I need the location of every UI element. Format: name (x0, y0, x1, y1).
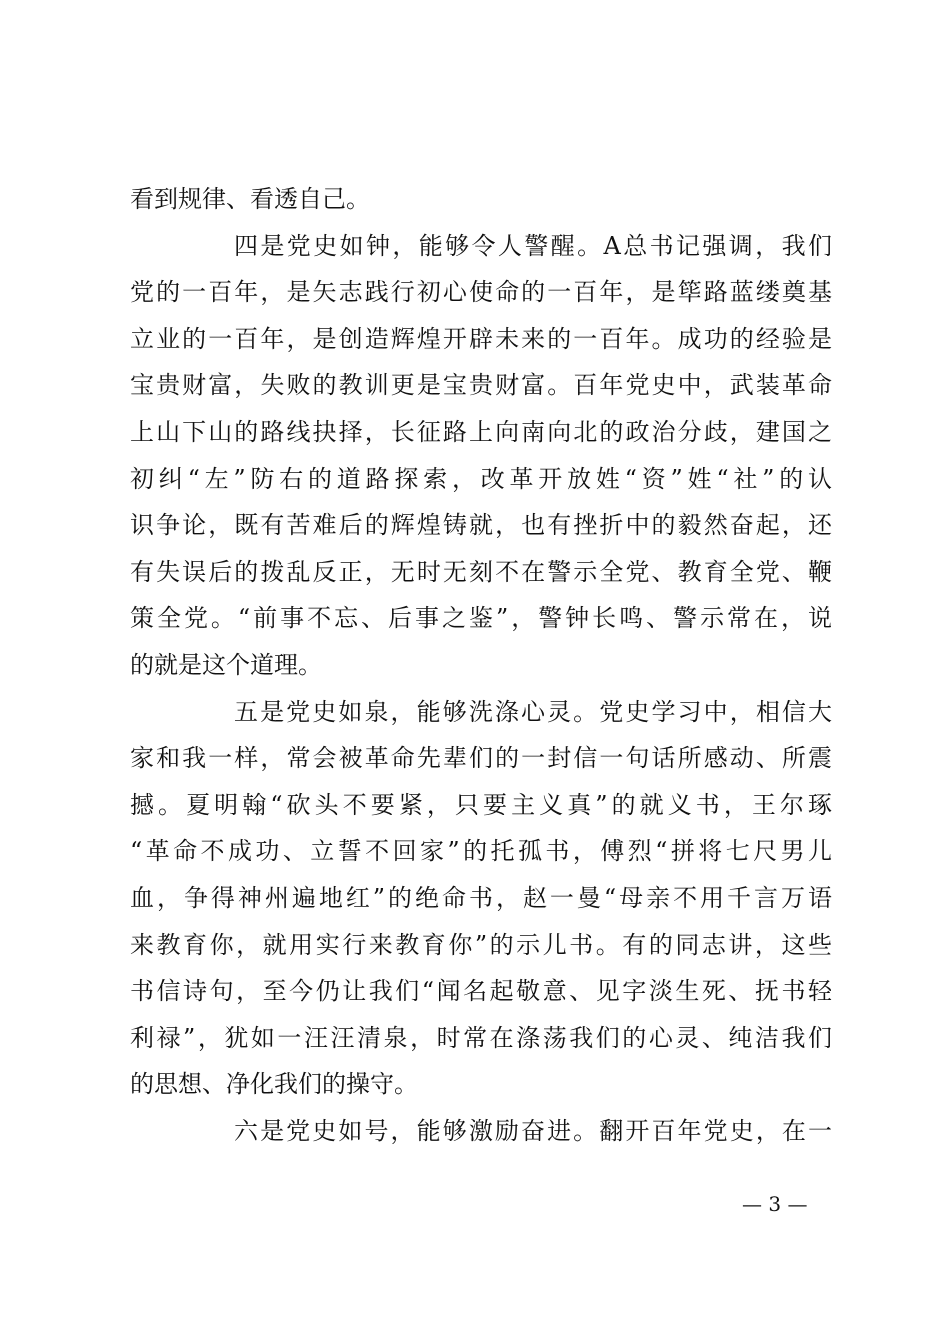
page-number: — 3 — (742, 1192, 808, 1216)
body-text (130, 176, 832, 1154)
text-line: 五是党史如泉，能够洗涤心灵。党史学习中，相信大 (234, 697, 832, 726)
text-line: 策全党。“前事不忘、后事之鉴”，警钟长鸣、警示常在，说 (130, 604, 832, 633)
text-line: 的就是这个道理。 (130, 650, 322, 679)
text-line: “革命不成功、立誓不回家”的托孤书，傅烈“拼将七尺男儿 (130, 837, 832, 866)
text-line: 来教育你，就用实行来教育你”的示儿书。有的同志讲，这些 (130, 930, 832, 959)
text-line: 立业的一百年，是创造辉煌开辟未来的一百年。成功的经验是 (130, 324, 832, 353)
text-line: 家和我一样，常会被革命先辈们的一封信一句话所感动、所震 (130, 744, 832, 773)
text-line: 血，争得神州遍地红”的绝命书，赵一曼“母亲不用千言万语 (130, 883, 832, 912)
text-line: 上山下山的路线抉择，长征路上向南向北的政治分歧，建国之 (130, 417, 832, 446)
text-line: 党的一百年，是矢志践行初心使命的一百年，是筚路蓝缕奠基 (130, 278, 832, 307)
text-line: 初纠“左”防右的道路探索，改革开放姓“资”姓“社”的认 (130, 464, 832, 493)
text-line: 的思想、净化我们的操守。 (130, 1070, 418, 1099)
text-line: 宝贵财富，失败的教训更是宝贵财富。百年党史中，武装革命 (130, 371, 832, 400)
text-line: 六是党史如号，能够激励奋进。翻开百年党史，在一 (234, 1116, 832, 1145)
text-line: 撼。夏明翰“砍头不要紧，只要主义真”的就义书，王尔琢 (130, 790, 832, 819)
text-line: 识争论，既有苦难后的辉煌铸就，也有挫折中的毅然奋起，还 (130, 511, 832, 540)
text-line: 看到规律、看透自己。 (130, 185, 370, 213)
text-line: 四是党史如钟，能够令人警醒。A总书记强调，我们 (234, 231, 832, 260)
text-line: 利禄”，犹如一汪汪清泉，时常在涤荡我们的心灵、纯洁我们 (130, 1023, 832, 1052)
text-line: 书信诗句，至今仍让我们“闻名起敬意、见字淡生死、抚书轻 (130, 977, 832, 1006)
text-line: 有失误后的拨乱反正，无时无刻不在警示全党、教育全党、鞭 (130, 557, 832, 586)
